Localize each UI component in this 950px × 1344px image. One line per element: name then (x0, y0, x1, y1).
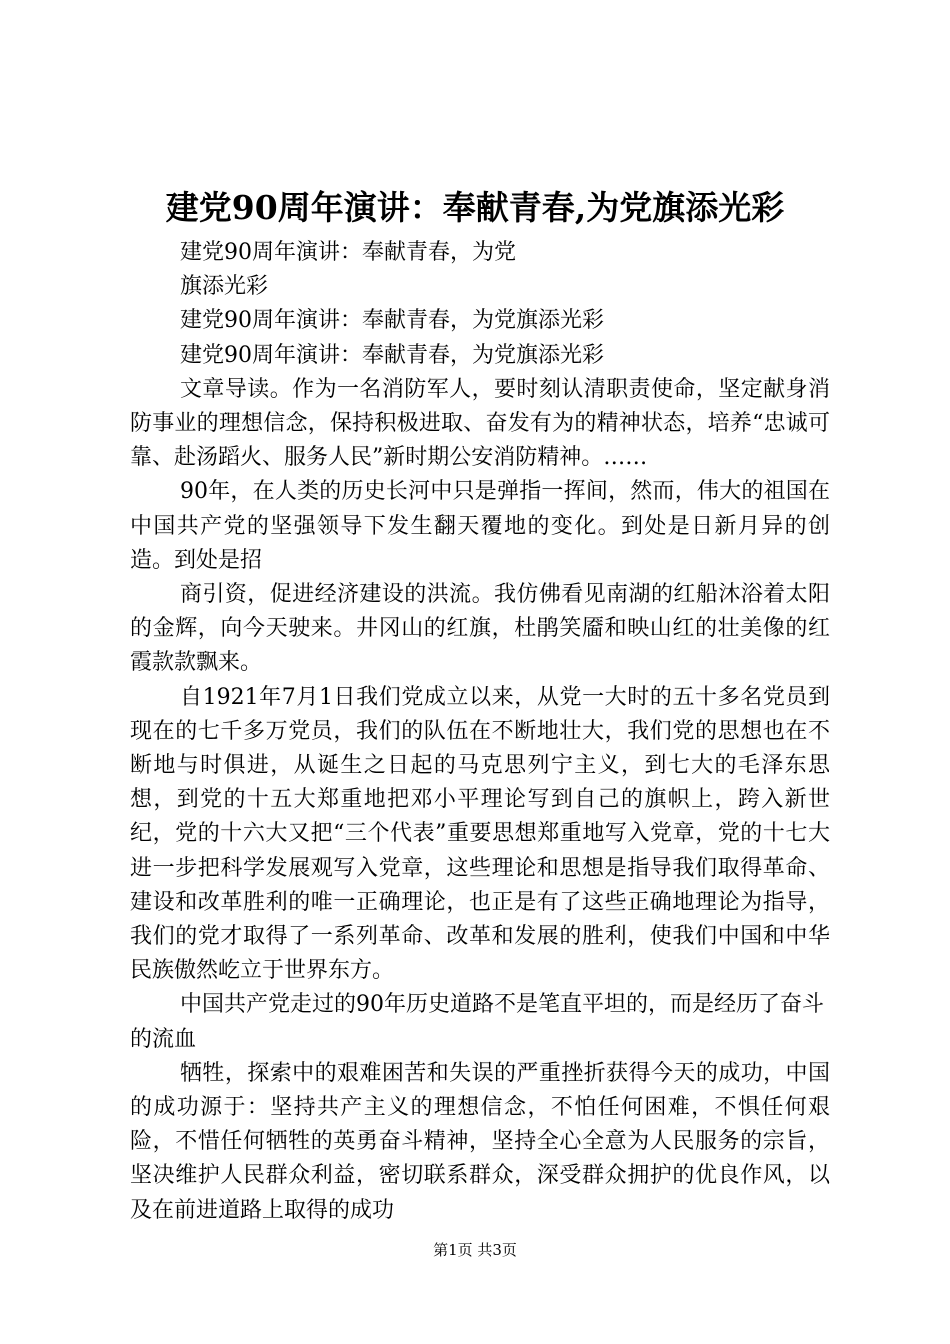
paragraph-intro: 文章导读。作为一名消防军人，要时刻认清职责使命，坚定献身消防事业的理想信念，保持积极进取、奋发有为的精神状态，培养“忠诚可靠、赴汤蹈火、服务人民”新时期公安消防精神。…… (130, 376, 830, 471)
paragraph-1: 建党90周年演讲：奉献青春，为党 (180, 240, 516, 265)
paragraph-7: 自1921年7月1日我们党成立以来，从党一大时的五十多名党员到现在的七千多万党员，我们的队伍在不断地壮大，我们党的思想也在不断地与时俱进，从诞生之日起的马克思列宁主义，到七大的毛泽东思想，到党的十五大郑重地把邓小平理论写到自己的旗帜上，跨入新世纪，党的十六大又把“三个代表”重要思想郑重地写入党章，党的十七大进一步把科学发展观写入党章，这些理论和思想是指导我们取得革命、建设和改革胜利的唯一正确理论，也正是有了这些正确地理论为指导，我们的党才取得了一系列革命、改革和发展的胜利，使我们中国和中华民族傲然屹立于世界东方。 (130, 684, 830, 984)
paragraph-8: 中国共产党走过的90年历史道路不是笔直平坦的，而是经历了奋斗的流血 (130, 992, 824, 1052)
document-title: 建党90周年演讲：奉献青春,为党旗添光彩 (165, 188, 785, 227)
paragraph-2: 旗添光彩 (180, 274, 269, 300)
paragraph-6: 商引资，促进经济建设的洪流。我仿佛看见南湖的红船沐浴着太阳的金辉，向今天驶来。井冈山的红旗，杜鹃笑靥和映山红的壮美像的红霞款款飘来。 (130, 582, 830, 676)
paragraph-4: 建党90周年演讲：奉献青春，为党旗添光彩 (180, 342, 604, 368)
document-body (130, 236, 830, 1228)
paragraph-5: 90年，在人类的历史长河中只是弹指一挥间，然而，伟大的祖国在中国共产党的坚强领导下发生翻天覆地的变化。到处是日新月异的创造。到处是招 (130, 479, 830, 573)
paragraph-9: 牺牲，探索中的艰难困苦和失误的严重挫折获得今天的成功，中国的成功源于：坚持共产主义的理想信念，不怕任何困难，不惧任何艰险，不惜任何牺牲的英勇奋斗精神，坚持全心全意为人民服务的宗旨，坚决维护人民群众利益，密切联系群众，深受群众拥护的优良作风，以及在前进道路上取得的成功 (130, 1060, 830, 1223)
page-footer: 第1页 共3页 (433, 1241, 517, 1259)
paragraph-3: 建党90周年演讲：奉献青春，为党旗添光彩 (180, 308, 604, 334)
